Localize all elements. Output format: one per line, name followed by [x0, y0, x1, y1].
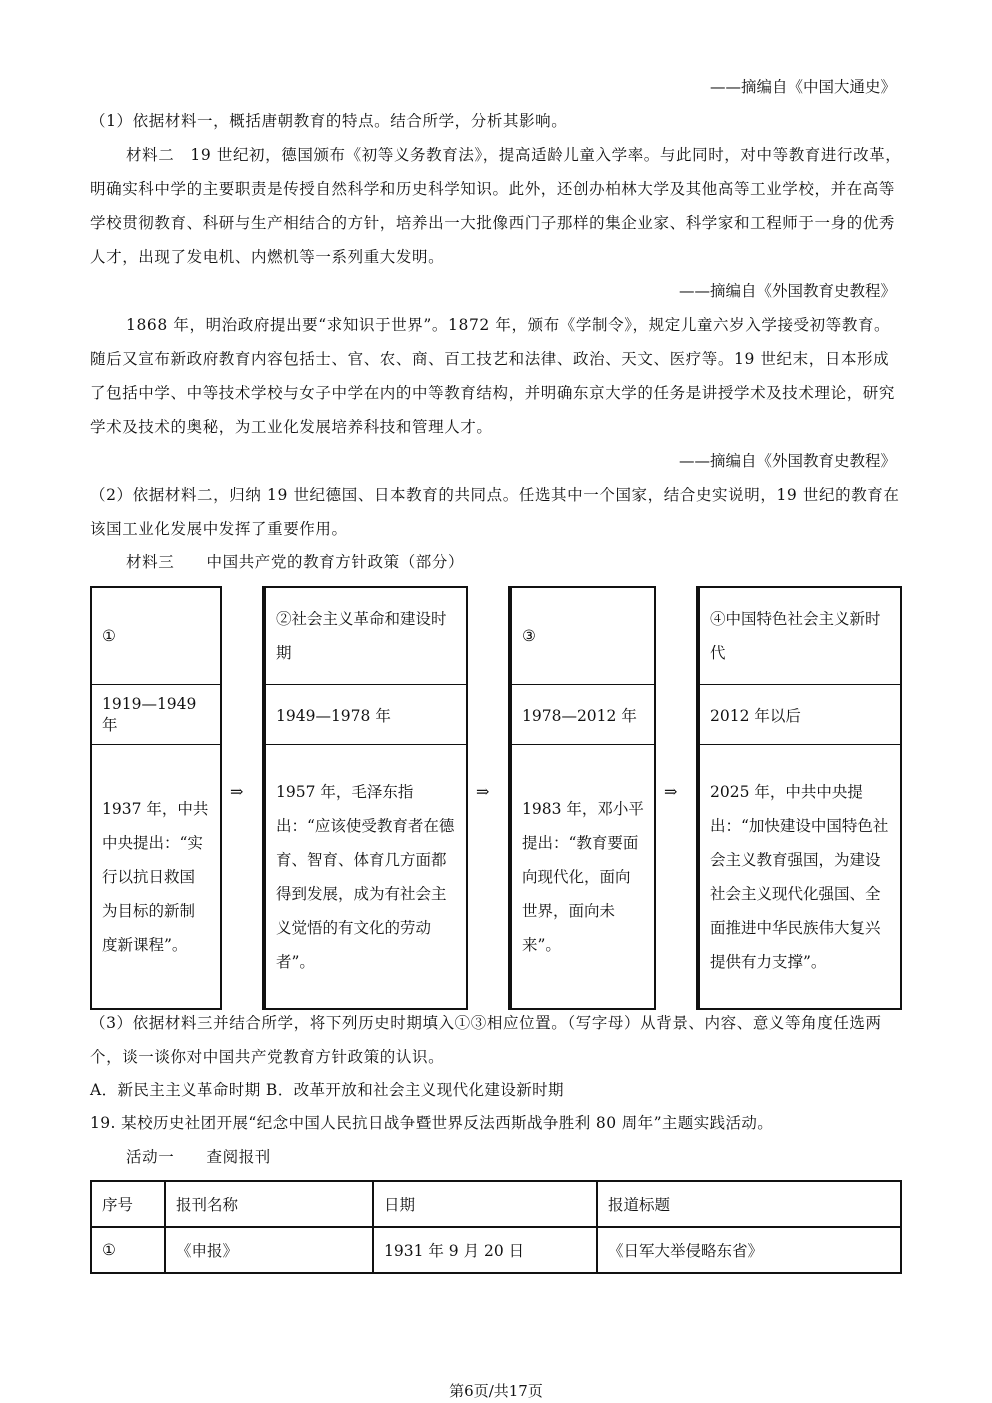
source-citation-1: ——摘编自《中国大通史》 — [709, 78, 896, 96]
table-header-cell: 日期 — [373, 1181, 597, 1227]
arrow-icon: ⇒ — [230, 782, 244, 801]
years-cell — [512, 684, 654, 744]
table-header-cell: 报道标题 — [597, 1181, 901, 1227]
table-cell: 《日军大举侵略东省》 — [597, 1227, 901, 1273]
question-2: （2）依据材料二，归纳 19 世纪德国、日本教育的共同点。任选其中一个国家，结合史实说明，19 世纪的教育在该国工业化发展中发挥了重要作用。 — [90, 486, 900, 538]
question-3: （3）依据材料三并结合所学，将下列历史时期填入①③相应位置。（写字母）从背景、内容、意义等角度任选两个，谈一谈你对中国共产党教育方针政策的认识。 — [90, 1014, 882, 1066]
table-cell: 《申报》 — [165, 1227, 373, 1273]
period-column-4 — [698, 586, 902, 1010]
policy-content: 1937 年，中共中央提出：“实行以抗日救国为目标的新制度新课程”。 — [102, 799, 209, 954]
table-cell: ① — [91, 1227, 165, 1273]
period-cell — [700, 588, 900, 684]
table-row — [91, 1227, 901, 1273]
page-number: 第6页/共17页 — [449, 1382, 543, 1400]
content-cell — [700, 744, 900, 1008]
years-cell — [92, 684, 220, 744]
material-2-japan: 1868 年，明治政府提出要“求知识于世界”。1872 年，颁布《学制令》，规定儿童六岁入学接受初等教育。随后又宣布新政府教育内容包括士、官、农、商、百工技艺和法律、政治、天文、医疗等。19 世纪末，日本形成了包括中学、中等技术学校与女子中学在内的中等教育结构，并明确东京大学的任务是讲授学术及技术理论，研究学术及技术的奥秘，为工业化发展培养科技和管理人才。 — [90, 316, 896, 436]
material-2-germany: 材料二 19 世纪初，德国颁布《初等义务教育法》，提高适龄儿童入学率。与此同时，对中等教育进行改革，明确实科中学的主要职责是传授自然科学和历史科学知识。此外，还创办柏林大学及其他高等工业学校，并在高等学校贯彻教育、科研与生产相结合的方针，培养出一大批像西门子那样的集企业家、科学家和工程师于一身的优秀人才，出现了发电机、内燃机等一系列重大发明。 — [90, 146, 902, 266]
content-cell — [512, 744, 654, 1008]
years-label: 1919—1949 年 — [102, 694, 197, 734]
period-label: ②社会主义革命和建设时期 — [276, 610, 447, 662]
policy-content: 1957 年，毛泽东指出：“应该使受教育者在德育、智育、体育几方面都得到发展，成为有社会主义觉悟的有文化的劳动者”。 — [276, 782, 455, 971]
policy-content: 2025 年，中共中央提出：“加快建设中国特色社会主义教育强国，为建设社会主义现代化强国、全面推进中华民族伟大复兴提供有力支撑”。 — [710, 782, 889, 971]
years-label: 1978—2012 年 — [522, 706, 637, 725]
table-header-row — [91, 1181, 901, 1227]
source-citation-2: ——摘编自《外国教育史教程》 — [678, 282, 896, 300]
source-citation-3: ——摘编自《外国教育史教程》 — [678, 452, 896, 470]
period-cell — [266, 588, 466, 684]
arrow-icon: ⇒ — [664, 782, 678, 801]
years-cell — [266, 684, 466, 744]
period-cell — [512, 588, 654, 684]
table-header-cell: 序号 — [91, 1181, 165, 1227]
question-1: （1）依据材料一，概括唐朝教育的特点。结合所学，分析其影响。 — [90, 112, 568, 130]
period-column-3 — [510, 586, 656, 1010]
period-label: ③ — [522, 627, 536, 645]
table-header-cell: 报刊名称 — [165, 1181, 373, 1227]
years-label: 2012 年以后 — [710, 706, 801, 725]
answer-options: A．新民主主义革命时期 B．改革开放和社会主义现代化建设新时期 — [90, 1081, 564, 1099]
table-cell: 1931 年 9 月 20 日 — [373, 1227, 597, 1273]
period-column-1 — [90, 586, 222, 1010]
material-3-title: 材料三 中国共产党的教育方针政策（部分） — [126, 553, 465, 571]
period-column-2 — [264, 586, 468, 1010]
years-label: 1949—1978 年 — [276, 706, 391, 725]
activity-title: 活动一 查阅报刊 — [126, 1148, 271, 1166]
arrow-icon: ⇒ — [476, 782, 490, 801]
period-label: ④中国特色社会主义新时代 — [710, 610, 881, 662]
period-label: ① — [102, 627, 116, 645]
content-cell — [92, 744, 220, 1008]
period-cell — [92, 588, 220, 684]
question-19: 19. 某校历史社团开展“纪念中国人民抗日战争暨世界反法西斯战争胜利 80 周年”主题实践活动。 — [90, 1114, 774, 1132]
years-cell — [700, 684, 900, 744]
policy-content: 1983 年，邓小平提出：“教育要面向现代化，面向世界，面向未来”。 — [522, 799, 644, 954]
content-cell — [266, 744, 466, 1008]
newspaper-table — [90, 1180, 902, 1274]
